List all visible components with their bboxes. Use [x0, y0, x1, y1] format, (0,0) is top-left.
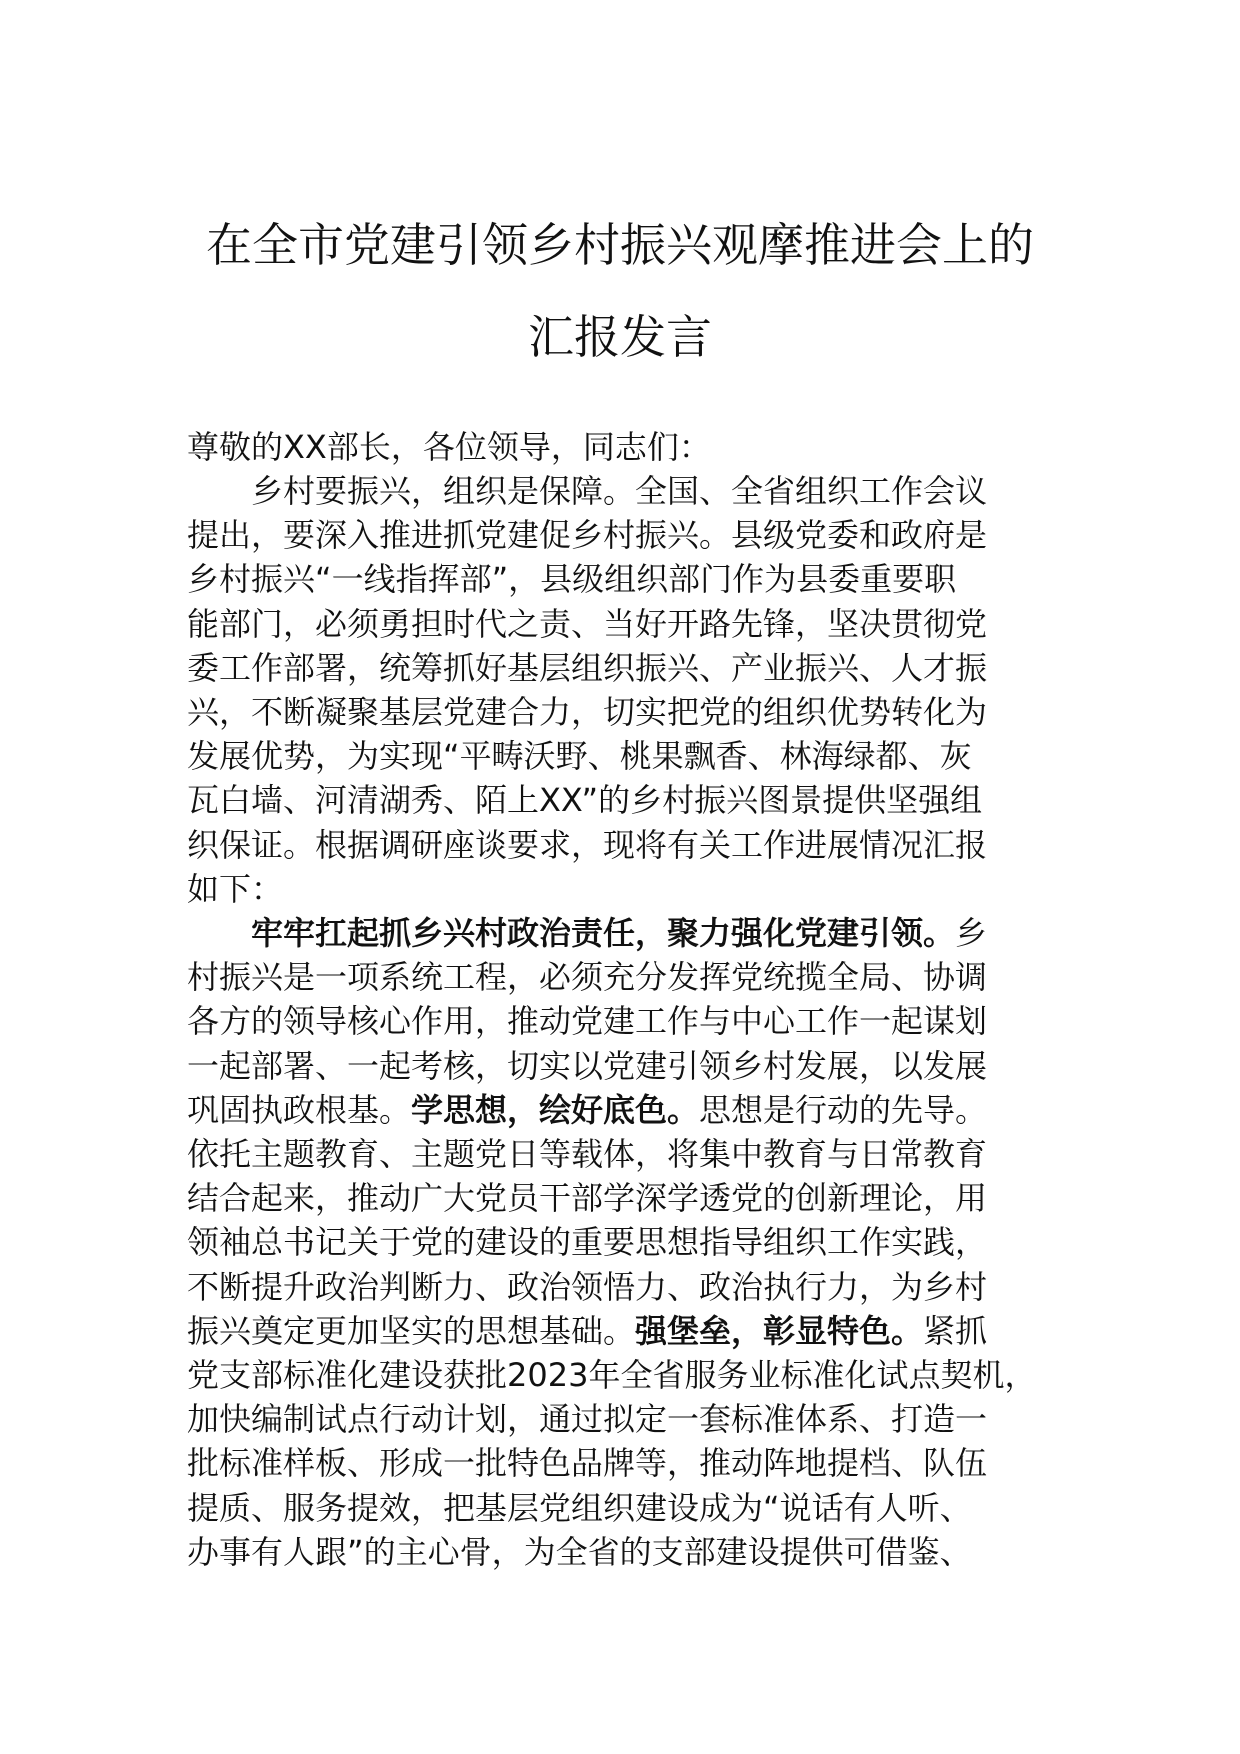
body-line — [187, 1400, 987, 1438]
body-text: 振兴奠定更加坚实的思想基础。 — [187, 1311, 636, 1350]
body-text: 能部门，必须勇担时代之责、当好开路先锋，坚决贯彻党 — [187, 604, 988, 643]
body-text: 依托主题教育、主题党日等载体，将集中教育与日常教育 — [187, 1135, 988, 1173]
body-text: 办事有人跟”的主心骨，为全省的支部建设提供可借鉴、 — [187, 1532, 972, 1571]
body-line — [187, 516, 987, 554]
body-text: 批标准样板、形成一批特色品牌等，推动阵地提档、队伍 — [187, 1444, 988, 1483]
body-text: 如下： — [187, 869, 284, 908]
body-line — [187, 1444, 987, 1482]
body-line — [187, 605, 987, 643]
salutation: 尊敬的XX部长，各位领导，同志们： — [187, 428, 711, 466]
body-line — [251, 914, 987, 952]
body-text: 委工作部署，统筹抓好基层组织振兴、产业振兴、人才振 — [187, 648, 988, 687]
body-text: 思想是行动的先导。 — [699, 1090, 988, 1129]
body-line — [187, 560, 956, 598]
body-line — [187, 693, 987, 731]
bold-heading-text: 学思想，绘好底色。 — [411, 1090, 700, 1129]
body-text: 巩固执政根基。 — [187, 1090, 412, 1129]
body-line — [187, 1533, 972, 1571]
body-text: 乡村振兴“一线指挥部”，县级组织部门作为县委重要职 — [187, 560, 957, 599]
body-line — [187, 1135, 987, 1173]
body-text: 紧抓 — [923, 1311, 988, 1350]
body-line — [187, 1489, 972, 1527]
body-text: 提质、服务提效，把基层党组织建设成为“说话有人听、 — [187, 1488, 972, 1527]
body-text: 领袖总书记关于党的建设的重要思想指导组织工作实践， — [187, 1223, 988, 1262]
body-line — [187, 826, 987, 864]
body-line — [187, 781, 982, 819]
body-text: 乡 — [955, 914, 988, 952]
body-text: 发展优势，为实现“平畴沃野、桃果飘香、林海绿都、灰 — [187, 737, 972, 776]
body-line — [187, 1091, 987, 1129]
bold-heading-text: 强堡垒，彰显特色。 — [635, 1311, 924, 1350]
body-text: 加快编制试点行动计划，通过拟定一套标准体系、打造一 — [187, 1400, 988, 1439]
body-text: 各方的领导核心作用，推动党建工作与中心工作一起谋划 — [187, 1002, 988, 1041]
body-line — [187, 649, 987, 687]
body-text: 村振兴是一项系统工程，必须充分发挥党统揽全局、协调 — [187, 958, 988, 997]
body-text: 党支部标准化建设获批2023年全省服务业标准化试点契机， — [187, 1356, 1037, 1394]
body-text: 一起部署、一起考核，切实以党建引领乡村发展，以发展 — [187, 1046, 988, 1085]
body-line — [187, 958, 987, 996]
body-line — [187, 737, 972, 775]
body-text: 瓦白墙、河清湖秀、陌上XX”的乡村振兴图景提供坚强组 — [187, 781, 983, 820]
body-line — [187, 1002, 987, 1040]
body-text: 结合起来，推动广大党员干部学深学透党的创新理论，用 — [187, 1179, 988, 1218]
body-text: 不断提升政治判断力、政治领悟力、政治执行力，为乡村 — [187, 1267, 988, 1306]
body-line — [187, 1179, 987, 1217]
body-line — [187, 1047, 987, 1085]
body-text: 织保证。根据调研座谈要求，现将有关工作进展情况汇报 — [187, 825, 988, 864]
body-line — [187, 1312, 987, 1350]
body-line — [187, 1268, 987, 1306]
body-line — [187, 1356, 1036, 1394]
body-text: 兴，不断凝聚基层党建合力，切实把党的组织优势转化为 — [187, 693, 988, 731]
body-text: 乡村要振兴，组织是保障。全国、全省组织工作会议 — [251, 472, 988, 510]
body-text: 提出，要深入推进抓党建促乡村振兴。县级党委和政府是 — [187, 516, 988, 555]
document-title-line-2: 汇报发言 — [528, 310, 712, 364]
body-line — [187, 1223, 987, 1261]
body-line — [187, 870, 283, 908]
body-line — [251, 472, 987, 510]
bold-heading-text: 牢牢扛起抓乡兴村政治责任，聚力强化党建引领。 — [251, 914, 956, 952]
document-title-line-1: 在全市党建引领乡村振兴观摩推进会上的 — [206, 218, 1034, 272]
